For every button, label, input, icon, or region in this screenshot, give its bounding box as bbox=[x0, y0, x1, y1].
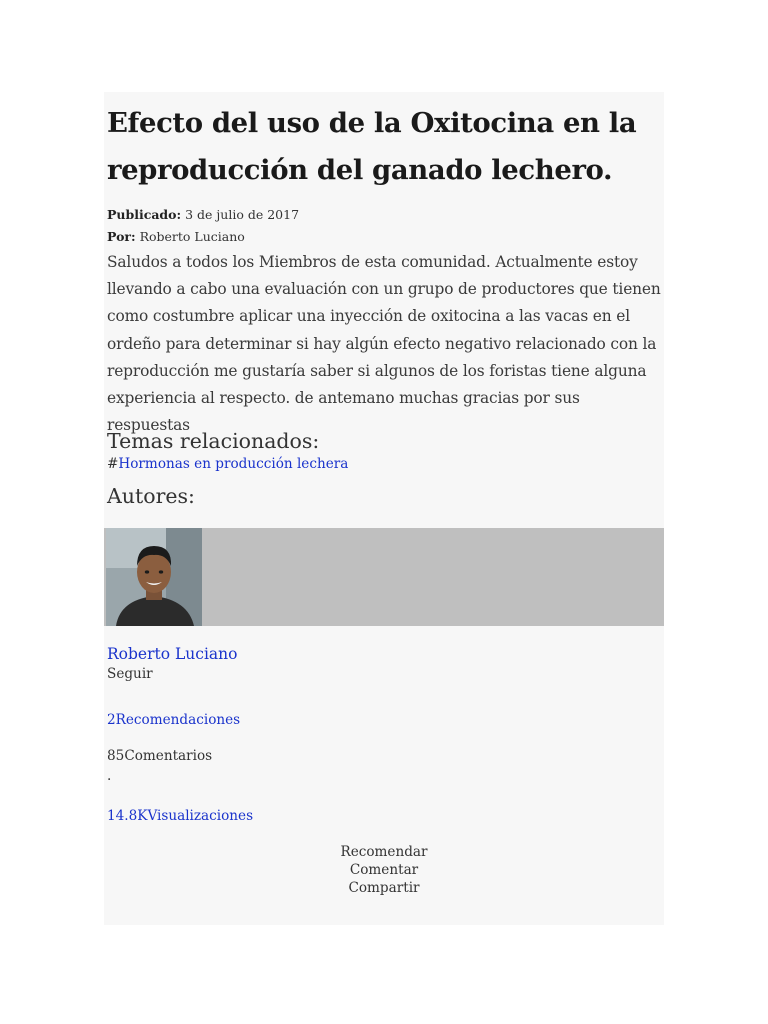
views-label: Visualizaciones bbox=[147, 808, 254, 824]
post-body: Saludos a todos los Miembros de esta comunidad. Actualmente estoy llevando a cabo una evaluación con un grupo de productores que tienen como costumbre aplicar una inyección de oxitocina a las vacas en el ordeño para determinar si hay algún efecto negativo relacionado con la reproducción me gustaría saber si algunos de los foristas tiene alguna experiencia al respecto. de antemano muchas gracias por sus respuestas bbox=[107, 253, 661, 435]
meta-author-name: Roberto Luciano bbox=[139, 229, 245, 244]
recommendations-stat[interactable] bbox=[107, 712, 240, 728]
author-meta bbox=[107, 229, 245, 244]
comments-label: Comentarios bbox=[124, 748, 213, 764]
authors-heading: Autores: bbox=[107, 484, 195, 508]
views-count: 14.8K bbox=[107, 808, 148, 824]
stats-separator: . bbox=[107, 768, 112, 784]
author-name-link[interactable]: Roberto Luciano bbox=[107, 645, 238, 663]
avatar[interactable] bbox=[106, 528, 202, 626]
follow-button[interactable]: Seguir bbox=[107, 666, 153, 682]
recommendations-label: Recomendaciones bbox=[115, 712, 241, 728]
related-topics-heading: Temas relacionados: bbox=[107, 429, 320, 453]
comments-count: 85 bbox=[107, 748, 125, 764]
published-label: Publicado: bbox=[107, 207, 182, 222]
published-date: 3 de julio de 2017 bbox=[185, 207, 300, 222]
views-stat[interactable] bbox=[107, 808, 253, 824]
share-button[interactable]: Compartir bbox=[348, 880, 420, 896]
related-tag-link[interactable]: Hormonas en producción lechera bbox=[118, 456, 349, 472]
by-label: Por: bbox=[107, 229, 136, 244]
author-banner bbox=[104, 528, 664, 626]
related-tag bbox=[107, 456, 348, 472]
recommendations-count: 2 bbox=[107, 712, 116, 728]
avatar-photo-icon bbox=[106, 528, 202, 626]
post-card bbox=[104, 92, 664, 925]
recommend-button[interactable]: Recomendar bbox=[340, 844, 428, 860]
post-title: Efecto del uso de la Oxitocina en la reproducción del ganado lechero. bbox=[107, 107, 637, 186]
comments-stat bbox=[107, 748, 212, 764]
published-meta bbox=[107, 207, 299, 222]
hash-symbol: # bbox=[107, 456, 119, 472]
comment-button[interactable]: Comentar bbox=[349, 862, 419, 878]
